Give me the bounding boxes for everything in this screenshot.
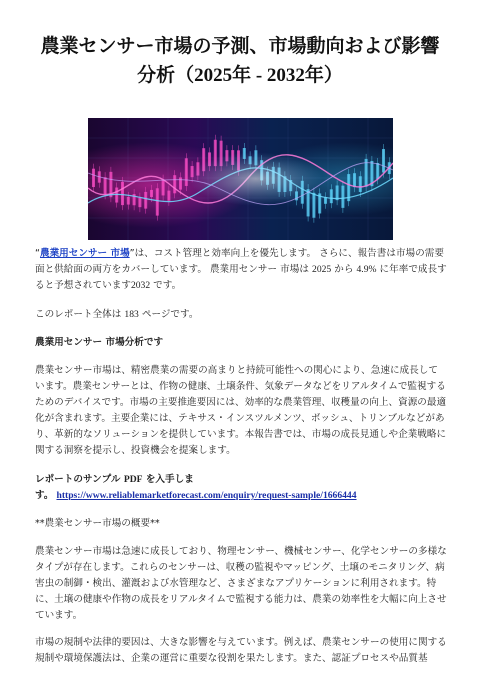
overview-paragraph-2: 市場の規制や法律的要因は、大きな影響を与えています。例えば、農業センサーの使用に関する規制や環境保護法は、企業の運営に重要な役割を果たします。また、認証プロセスや品質基 — [35, 637, 447, 664]
intro-text-b: から — [331, 264, 357, 275]
page-count-value: 183 — [124, 309, 139, 320]
sample-label-prefix: レポートのサンプル — [35, 474, 124, 485]
intro-text-c: に年率で成長すると予想されています — [35, 264, 447, 291]
sample-label-line2: す。 — [35, 490, 54, 501]
title-line-2-prefix: 分析（ — [137, 64, 195, 86]
sample-link-line — [35, 488, 447, 504]
intro-paragraph — [35, 246, 447, 294]
document-body — [35, 246, 447, 667]
intro-quote-open: “ — [35, 248, 40, 259]
intro-year-end: 2032 — [130, 280, 151, 291]
page-count-prefix: このレポート全体は — [35, 309, 125, 320]
overview-heading: **農業センサー市場の概要** — [35, 518, 160, 529]
page-title — [28, 32, 452, 90]
overview-paragraph-1: 農業センサー市場は急速に成長しており、物理センサー、機械センサー、化学センサーの多様なタイプが存在します。これらのセンサーは、収穫の監視やマッピング、土壌のモニタリング、病害虫の制御・検出、灌漑および水管理など、さまざまなアプリケーションに利用されます。特に、土壌の健康や作物の成長をリアルタイムで監視する能力は、農業の効率性を大幅に向上させています。 — [35, 546, 447, 621]
banner-graphic — [88, 118, 393, 240]
analysis-heading: 農業用センサー 市場分析です — [35, 337, 164, 348]
sample-label-pdf: PDF — [123, 474, 143, 485]
page-count-paragraph — [35, 307, 447, 323]
intro-cagr: 4.9% — [356, 264, 377, 275]
page-count-suffix: ページです。 — [138, 309, 199, 320]
title-line-2 — [28, 61, 452, 90]
analysis-paragraph: 農業センサー市場は、精密農業の需要の高まりと持続可能性への関心により、急速に成長しています。農業センサーとは、作物の健康、土壌条件、気象データなどをリアルタイムで監視するためのデバイスです。市場の主要推進要因には、効率的な農業管理、収穫量の向上、資源の最適化が含まれます。主要企業には、テキサス・インスツルメンツ、ボッシュ、トリンブルなどがあり、革新的なソリューションを提供しています。本報告書では、市場の成長見通しや企業戦略に関する洞察を提示し、投資機会を提案します。 — [35, 365, 447, 456]
title-year-range: 2025年 - 2032年 — [194, 65, 324, 86]
intro-text-d: です。 — [150, 280, 182, 291]
market-chart-banner-image — [88, 118, 393, 240]
title-line-1: 農業センサー市場の予測、市場動向および影響 — [40, 35, 440, 57]
market-link[interactable]: 農業用センサー 市場 — [39, 248, 130, 259]
intro-text-a: ”は、コスト管理と効率向上を優先します。 さらに、報告書は市場の需要面と供給面の両方をカバーしています。 農業用センサー 市場は — [35, 248, 444, 275]
sample-request-link[interactable]: https://www.reliablemarketforecast.com/enquiry/request-sample/1666444 — [56, 490, 357, 501]
sample-label-suffix: を入手しま — [142, 474, 194, 485]
title-line-2-suffix: ） — [323, 64, 343, 86]
intro-year-start: 2025 — [312, 264, 332, 275]
sample-label — [35, 472, 447, 488]
